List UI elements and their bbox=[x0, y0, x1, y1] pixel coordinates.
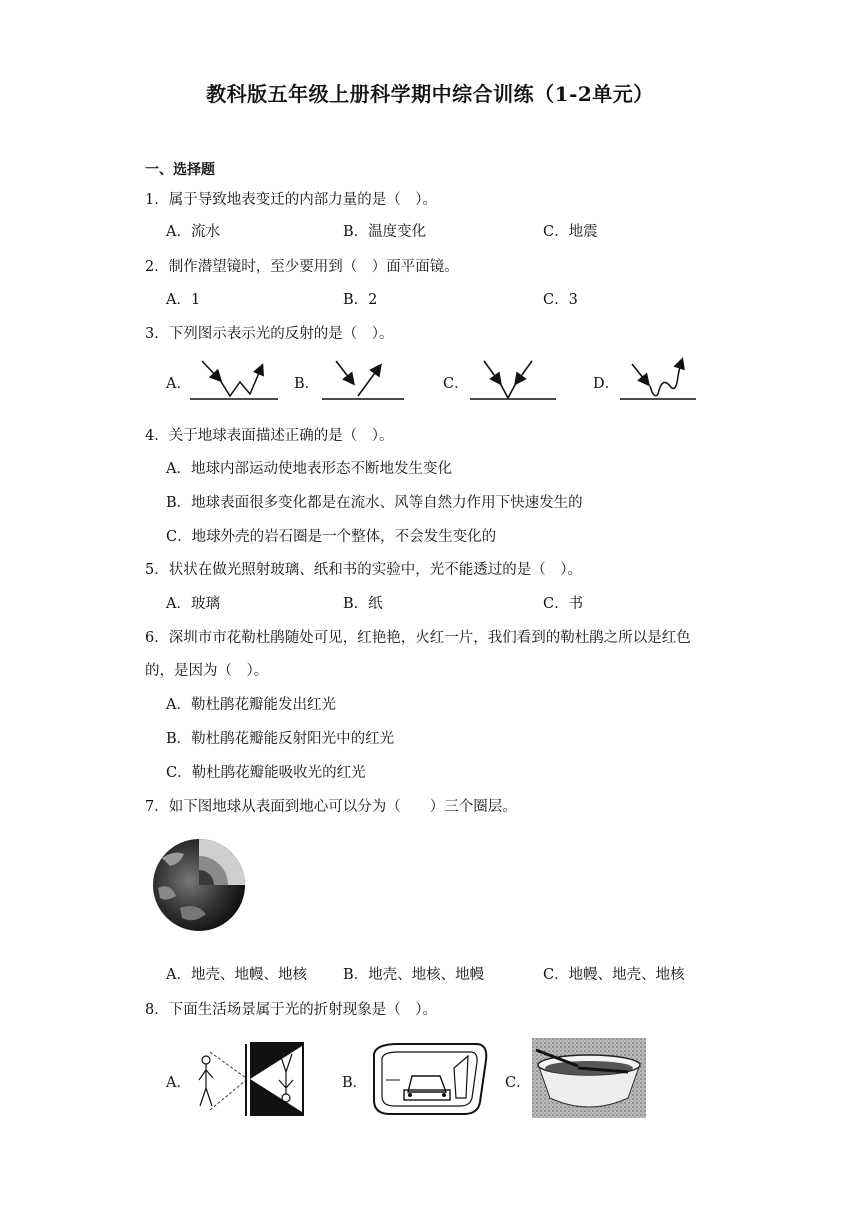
q6-option-a[interactable]: A．勒杜鹃花瓣能发出红光 bbox=[166, 697, 336, 713]
q5-option-c[interactable]: C．书 bbox=[543, 596, 584, 612]
q3-diagram-d-curved-reflection bbox=[620, 356, 710, 403]
q7-option-b[interactable]: B．地壳、地核、地幔 bbox=[343, 967, 485, 983]
question-6-stem-line1: 6．深圳市市花勒杜鹃随处可见，红艳艳，火红一片，我们看到的勒杜鹃之所以是红色 bbox=[145, 630, 691, 646]
q4-option-c[interactable]: C．地球外壳的岩石圈是一个整体，不会发生变化的 bbox=[166, 529, 497, 545]
question-2-stem: 2．制作潜望镜时，至少要用到（ ）面平面镜。 bbox=[145, 259, 459, 275]
question-8-stem: 8．下面生活场景属于光的折射现象是（ ）。 bbox=[145, 1002, 437, 1018]
q3-diagram-c-two-incoming bbox=[470, 358, 560, 403]
earth-layers-image bbox=[150, 836, 250, 932]
question-7-stem: 7．如下图地球从表面到地心可以分为（ ）三个圈层。 bbox=[145, 799, 517, 815]
q1-option-a[interactable]: A．流水 bbox=[166, 224, 220, 240]
q7-option-c[interactable]: C．地幔、地壳、地核 bbox=[543, 967, 685, 983]
question-3-stem: 3．下列图示表示光的反射的是（ ）。 bbox=[145, 326, 394, 342]
question-6-stem-line2: 的，是因为（ ）。 bbox=[145, 663, 269, 679]
question-5-stem: 5．状状在做光照射玻璃、纸和书的实验中，光不能透过的是（ ）。 bbox=[145, 562, 582, 578]
q8-image-a-pinhole bbox=[190, 1040, 308, 1118]
q8-option-c[interactable]: C． bbox=[505, 1075, 531, 1091]
section-heading: 一、选择题 bbox=[145, 162, 215, 178]
q5-option-b[interactable]: B．纸 bbox=[343, 596, 383, 612]
q8-image-b-mirror bbox=[368, 1040, 494, 1118]
q2-option-c[interactable]: C．3 bbox=[543, 292, 578, 308]
q4-option-a[interactable]: A．地球内部运动使地表形态不断地发生变化 bbox=[166, 461, 452, 477]
q1-option-b[interactable]: B．温度变化 bbox=[343, 224, 427, 240]
question-1-stem: 1．属于导致地表变迁的内部力量的是（ ）。 bbox=[145, 192, 437, 208]
q6-option-c[interactable]: C．勒杜鹃花瓣能吸收光的红光 bbox=[166, 765, 366, 781]
q1-option-c[interactable]: C．地震 bbox=[543, 224, 598, 240]
q3-diagram-a-zigzag bbox=[190, 358, 280, 403]
question-4-stem: 4．关于地球表面描述正确的是（ ）。 bbox=[145, 428, 394, 444]
q2-option-a[interactable]: A．1 bbox=[166, 292, 201, 308]
q8-image-c-bowl bbox=[532, 1038, 646, 1118]
q4-option-b[interactable]: B．地球表面很多变化都是在流水、风等自然力作用下快速发生的 bbox=[166, 495, 583, 511]
q8-option-b[interactable]: B． bbox=[342, 1075, 368, 1091]
q3-option-c[interactable]: C． bbox=[443, 376, 469, 392]
q8-option-a[interactable]: A． bbox=[166, 1075, 191, 1091]
q3-option-b[interactable]: B． bbox=[294, 376, 320, 392]
q5-option-a[interactable]: A．玻璃 bbox=[166, 596, 220, 612]
q3-option-d[interactable]: D． bbox=[593, 376, 620, 392]
q3-option-a[interactable]: A． bbox=[166, 376, 191, 392]
q3-diagram-b-straight-reflection bbox=[322, 358, 412, 403]
q6-option-b[interactable]: B．勒杜鹃花瓣能反射阳光中的红光 bbox=[166, 731, 395, 747]
q2-option-b[interactable]: B．2 bbox=[343, 292, 378, 308]
q7-option-a[interactable]: A．地壳、地幔、地核 bbox=[166, 967, 307, 983]
page-title: 教科版五年级上册科学期中综合训练（1-2单元） bbox=[206, 82, 654, 106]
